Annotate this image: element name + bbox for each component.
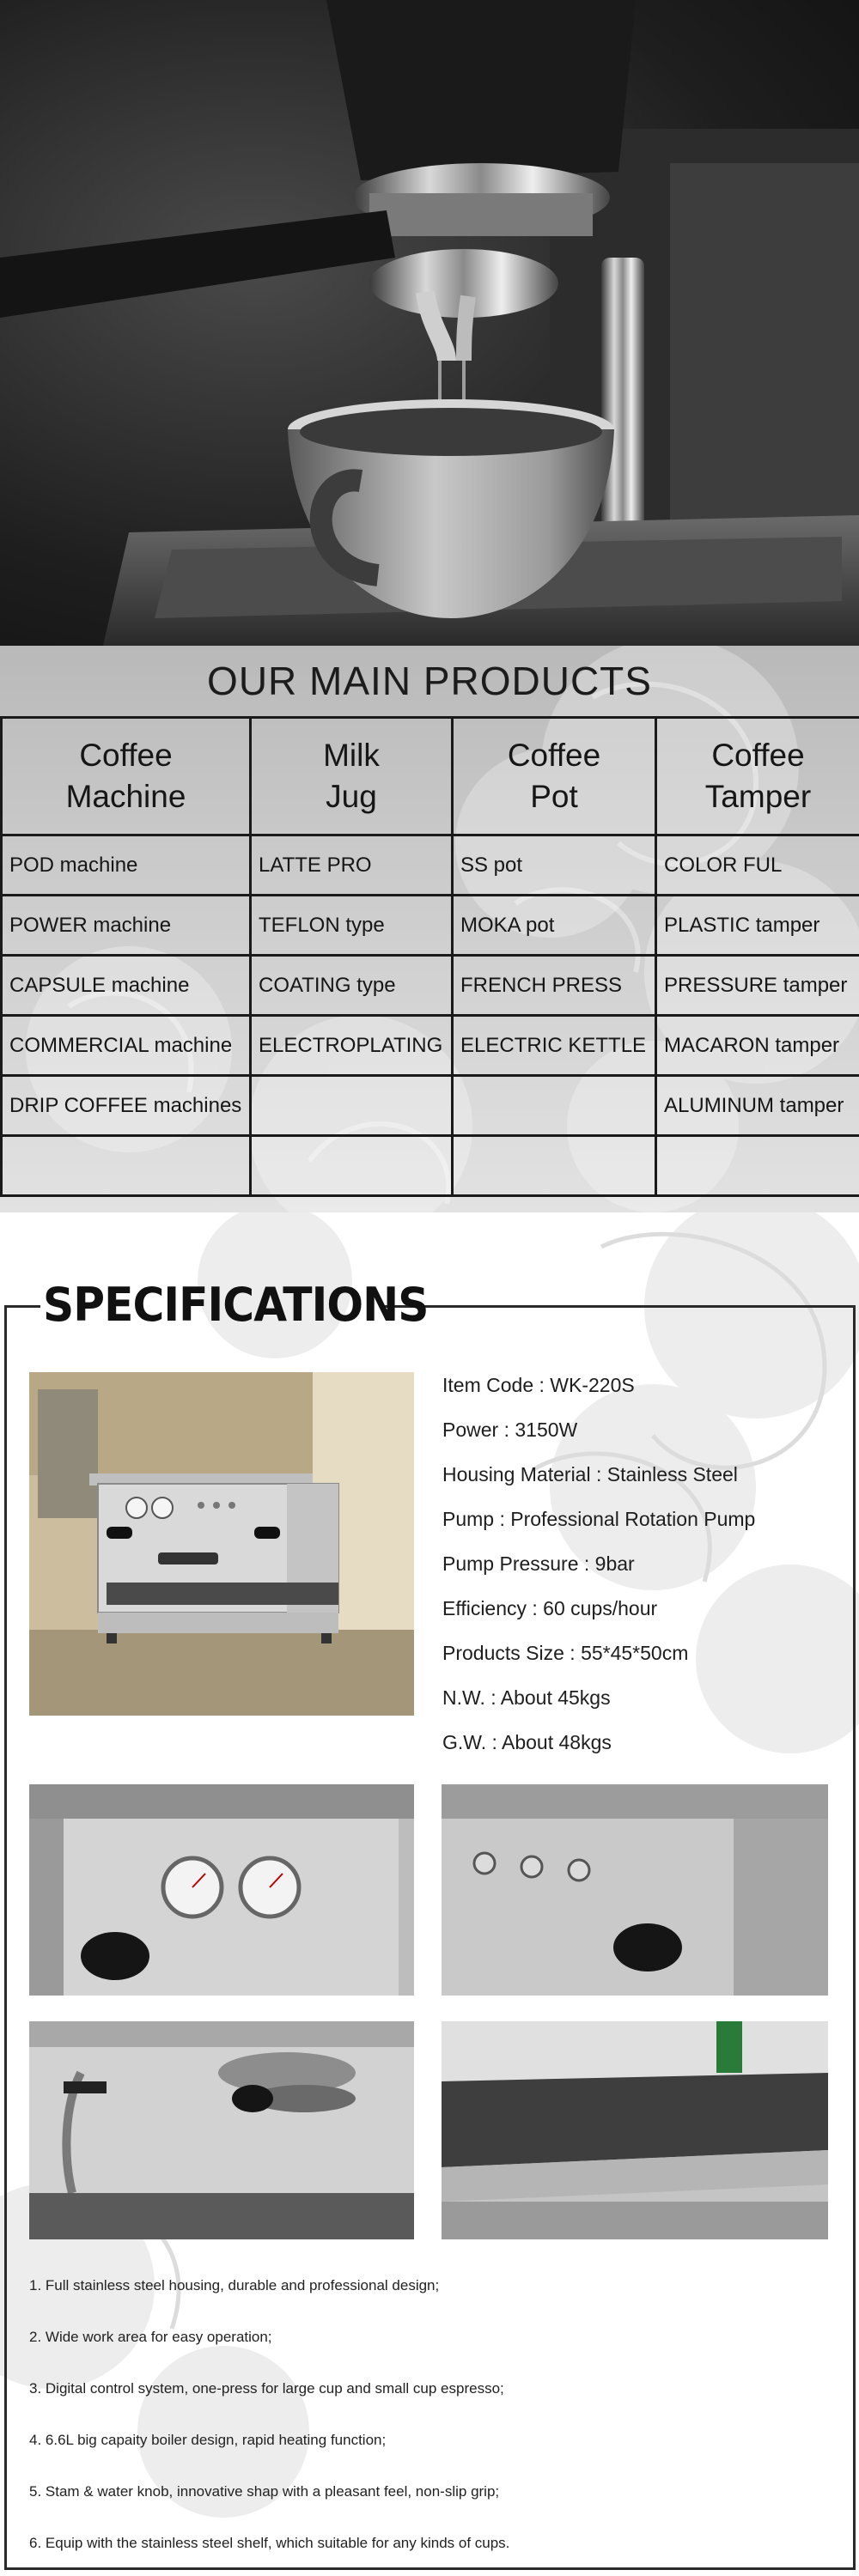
products-title: OUR MAIN PRODUCTS	[207, 659, 652, 703]
table-cell: TEFLON type	[251, 896, 453, 956]
table-cell: PLASTIC tamper	[656, 896, 859, 956]
column-header-line: Coffee	[507, 738, 601, 773]
specifications-title: SPECIFICATIONS	[43, 1278, 429, 1332]
table-row	[2, 896, 859, 956]
detail-photo-drip-tray	[442, 2021, 828, 2239]
feature-item: 1. Full stainless steel housing, durable and professional design;	[29, 2277, 440, 2293]
detail-photo-gauges	[29, 1784, 414, 1996]
table-row	[2, 1016, 859, 1076]
table-cell: CAPSULE machine	[2, 956, 251, 1016]
table-cell: POD machine	[2, 835, 251, 896]
table-cell: FRENCH PRESS	[453, 956, 656, 1016]
table-cell	[453, 1136, 656, 1196]
feature-item: 4. 6.6L big capaity boiler design, rapid heating function;	[29, 2432, 387, 2448]
column-header-line: Coffee	[711, 738, 805, 773]
feature-item: 2. Wide work area for easy operation;	[29, 2329, 272, 2345]
table-cell: SS pot	[453, 835, 656, 896]
spec-pump-pressure: Pump Pressure : 9bar	[442, 1552, 635, 1575]
table-cell: PRESSURE tamper	[656, 956, 859, 1016]
spec-gross-weight: G.W. : About 48kgs	[442, 1731, 612, 1753]
column-header-line: Milk	[323, 738, 380, 773]
spec-housing-material: Housing Material : Stainless Steel	[442, 1463, 738, 1485]
specifications-section	[0, 1212, 859, 2576]
table-row	[2, 1136, 859, 1196]
products-table	[0, 716, 859, 1197]
column-header-coffee-tamper	[656, 718, 859, 835]
table-cell: POWER machine	[2, 896, 251, 956]
detail-photo-group-head	[29, 2021, 414, 2239]
table-cell: COATING type	[251, 956, 453, 1016]
table-row	[2, 1076, 859, 1136]
feature-list	[29, 2260, 837, 2569]
hero-photo	[0, 0, 859, 646]
table-cell: COLOR FUL	[656, 835, 859, 896]
table-row	[2, 835, 859, 896]
feature-item: 3. Digital control system, one-press for large cup and small cup espresso;	[29, 2380, 504, 2397]
table-cell	[656, 1136, 859, 1196]
table-cell	[251, 1136, 453, 1196]
table-cell: ALUMINUM tamper	[656, 1076, 859, 1136]
main-products-section	[0, 646, 859, 1212]
specification-list	[442, 1363, 846, 1765]
table-cell	[2, 1136, 251, 1196]
table-cell	[251, 1076, 453, 1136]
feature-item: 6. Equip with the stainless steel shelf, which suitable for any kinds of cups.	[29, 2535, 510, 2551]
table-cell: DRIP COFFEE machines	[2, 1076, 251, 1136]
spec-efficiency: Efficiency : 60 cups/hour	[442, 1597, 658, 1619]
column-header-coffee-machine	[2, 718, 251, 835]
spec-pump: Pump : Professional Rotation Pump	[442, 1508, 756, 1530]
column-header-line: Coffee	[79, 738, 173, 773]
spec-power: Power : 3150W	[442, 1419, 578, 1441]
products-table-header-row	[2, 718, 859, 835]
frame-top-rule	[4, 1305, 40, 1308]
table-cell: ELECTROPLATING	[251, 1016, 453, 1076]
table-row	[2, 956, 859, 1016]
frame-top-rule	[380, 1305, 853, 1308]
column-header-line: Tamper	[704, 779, 812, 814]
column-header-milk-jug	[251, 718, 453, 835]
product-photo-main	[29, 1372, 414, 1716]
feature-item: 5. Stam & water knob, innovative shap with a pleasant feel, non-slip grip;	[29, 2483, 500, 2500]
column-header-line: Jug	[326, 779, 377, 814]
table-cell: COMMERCIAL machine	[2, 1016, 251, 1076]
table-cell: MOKA pot	[453, 896, 656, 956]
spec-item-code: Item Code : WK-220S	[442, 1374, 635, 1396]
table-cell: MACARON tamper	[656, 1016, 859, 1076]
table-cell: ELECTRIC KETTLE	[453, 1016, 656, 1076]
detail-photo-buttons	[442, 1784, 828, 1996]
column-header-coffee-pot	[453, 718, 656, 835]
table-cell: LATTE PRO	[251, 835, 453, 896]
spec-products-size: Products Size : 55*45*50cm	[442, 1642, 689, 1664]
column-header-line: Machine	[65, 779, 186, 814]
spec-net-weight: N.W. : About 45kgs	[442, 1686, 611, 1709]
column-header-line: Pot	[530, 779, 578, 814]
table-cell	[453, 1076, 656, 1136]
